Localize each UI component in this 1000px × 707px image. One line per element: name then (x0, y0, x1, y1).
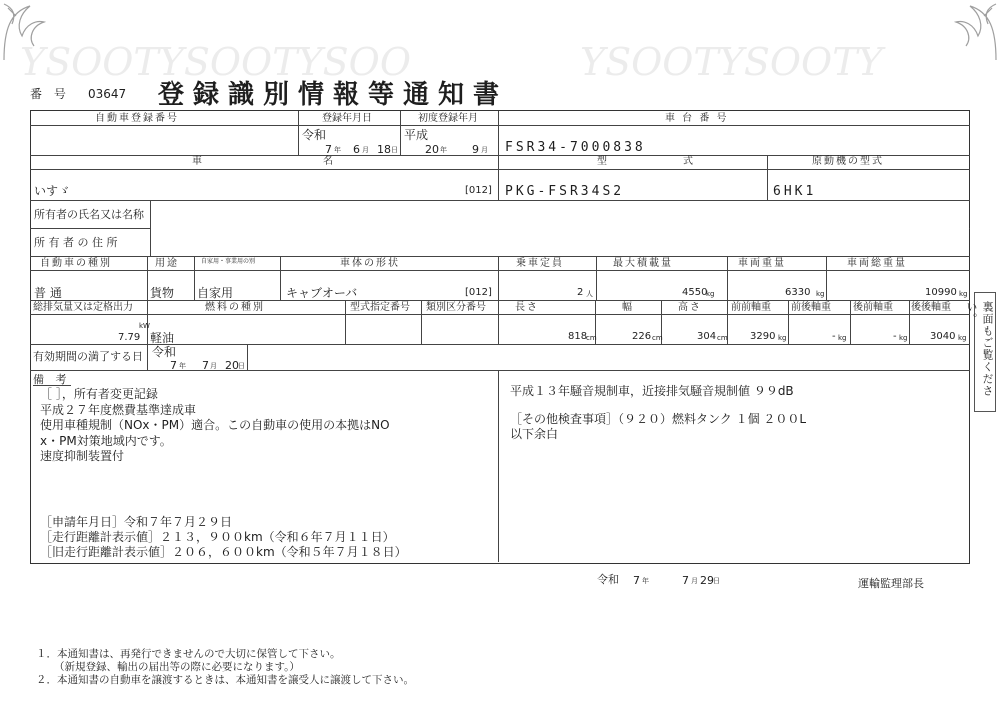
document-title: 登録識別情報等通知書 (158, 80, 509, 110)
kg-unit: kg (778, 334, 787, 342)
gross-value: 10990 (925, 287, 957, 298)
maker-code: [012] (465, 185, 492, 196)
issue-day: 29 (700, 574, 714, 587)
cm-unit: cm (717, 334, 728, 342)
number-label: 番 号 (30, 87, 70, 101)
remark-line: 以下余白 (510, 427, 559, 441)
model-type: PKG-FSR34S2 (505, 184, 625, 199)
name-label-a: 車 (192, 156, 204, 167)
side-note: 裏面もご覧ください。 (974, 292, 996, 412)
number-value: 03647 (88, 87, 127, 101)
remarks-left (40, 387, 390, 465)
rr-axle-value: 3040 (930, 331, 956, 342)
type-label-a: 型 (597, 156, 609, 167)
private-label: 自家用・事業用の別 (201, 258, 256, 265)
fuel-label: 燃料の種別 (205, 302, 265, 313)
first-reg-label: 初度登録年月 (418, 113, 478, 124)
rr-axle-label: 後後軸重 (911, 302, 951, 313)
ff-axle-label: 前前軸重 (731, 302, 771, 313)
maker-name: いすゞ (34, 184, 71, 198)
reg-number-label: 自動車登録番号 (95, 113, 179, 124)
fr-axle-label: 前後軸重 (791, 302, 831, 313)
type-label-b: 式 (683, 156, 695, 167)
owner-address-label: 所 有 者 の 住 所 (34, 236, 118, 249)
capacity-label: 乗車定員 (516, 258, 564, 269)
length-label: 長さ (515, 302, 539, 313)
gross-label: 車両総重量 (847, 258, 907, 269)
remarks-right (510, 382, 806, 442)
remark-line: ［その他検査事項］（９２０）燃料タンク １個 ２００L (510, 412, 807, 426)
expiry-month: 7 (202, 359, 209, 372)
reg-day: 18 (377, 143, 391, 156)
kg-unit: kg (959, 290, 968, 298)
rf-axle-value: - (893, 331, 897, 342)
background-pattern: YSOOTYSOOTY (580, 40, 883, 84)
reg-era: 令和 (302, 128, 327, 142)
corner-ornament-top-left (0, 0, 60, 70)
displacement-label: 総排気量又は定格出力 (33, 302, 133, 313)
type-designation-label: 型式指定番号 (350, 302, 410, 313)
displacement-value: 7.79 (118, 332, 141, 343)
owner-name-label: 所有者の氏名又は名称 (34, 208, 144, 221)
reg-date-label: 登録年月日 (322, 113, 372, 124)
expiry-label: 有効期間の満了する日 (33, 350, 143, 363)
name-label-b: 名 (323, 156, 335, 167)
odometer-line: ［走行距離計表示値］２１３，９００km（令和６年７月１１日） (40, 530, 395, 544)
first-year: 20 (425, 143, 439, 156)
ff-axle-value: 3290 (750, 331, 776, 342)
kg-unit: kg (838, 334, 847, 342)
remark-line: 平成２７年度燃費基準達成車 (40, 402, 197, 417)
remark-line: x・PM対策地域内です。 (40, 433, 172, 448)
body-label: 車体の形状 (340, 258, 400, 269)
height-value: 304 (697, 331, 717, 342)
engine-model: 6HK1 (773, 184, 817, 199)
remark-line: 速度抑制装置付 (40, 449, 125, 463)
remarks-label: 備 考 (33, 373, 71, 386)
capacity-unit: 人 (586, 290, 593, 298)
engine-label: 原動機の型式 (812, 156, 884, 167)
kg-unit: kg (958, 334, 967, 342)
issue-era: 令和 (597, 573, 619, 586)
private-use: 自家用 (197, 286, 234, 300)
redacted-owner-area (151, 201, 969, 255)
note-line: １．本通知書は、再発行できませんので大切に保管して下さい。 (36, 648, 341, 660)
old-odometer-line: ［旧走行距離計表示値］２０６，６００km（令和５年７月１８日） (40, 545, 407, 559)
kg-unit: kg (706, 290, 715, 298)
reg-month: 6 (353, 143, 360, 156)
weight-value: 6330 (785, 287, 811, 298)
note-line: （新規登録、輸出の届出等の際に必要になります。） (54, 661, 300, 673)
expiry-year: 7 (170, 359, 177, 372)
fuel-type: 軽油 (150, 331, 175, 345)
body-code: [012] (465, 287, 492, 298)
expiry-era: 令和 (152, 345, 177, 359)
first-era: 平成 (404, 128, 429, 142)
reg-year: 7 (325, 143, 332, 156)
cm-unit: cm (652, 334, 663, 342)
issuing-authority: 運輸監理部長 (858, 577, 924, 590)
max-load-value: 4550 (682, 287, 708, 298)
remarks-bottom (40, 515, 407, 560)
remark-line: 使用車種規制（NOx・PM）適合。この自動車の使用の本拠はNO (40, 418, 390, 432)
displacement-unit: kW (139, 322, 150, 330)
chassis-value: FSR34-7000838 (505, 140, 646, 155)
length-value: 818 (568, 331, 588, 342)
chassis-label: 車 台 番 号 (665, 113, 729, 124)
first-month: 9 (472, 143, 479, 156)
note-line: ２．本通知書の自動車を譲渡するときは、本通知書を譲受人に譲渡して下さい。 (36, 674, 414, 686)
category-label: 類別区分番号 (426, 302, 486, 313)
background-pattern: YSOOTYSOOTYSOO (20, 40, 411, 84)
use-label: 用途 (155, 258, 179, 269)
cm-unit: cm (586, 334, 597, 342)
vehicle-use: 貨物 (150, 286, 175, 300)
width-label: 幅 (622, 302, 634, 313)
kg-unit: kg (816, 290, 825, 298)
remark-line: 平成１３年騒音規制車，近接排気騒音規制値 ９９dB (510, 384, 794, 398)
weight-label: 車両重量 (738, 258, 786, 269)
rf-axle-label: 後前軸重 (853, 302, 893, 313)
issue-year: 7 (633, 574, 640, 587)
kg-unit: kg (899, 334, 908, 342)
capacity-value: 2 (577, 287, 584, 298)
expiry-day: 20 (225, 359, 239, 372)
fr-axle-value: - (832, 331, 836, 342)
issue-month: 7 (682, 574, 689, 587)
remark-line: ［ ］，所有者変更記録 (40, 387, 158, 401)
height-label: 高さ (678, 302, 702, 313)
vehicle-kind: 普 通 (34, 286, 62, 300)
kind-label: 自動車の種別 (40, 258, 112, 269)
width-value: 226 (632, 331, 652, 342)
application-date-line: ［申請年月日］令和７年７月２９日 (40, 515, 233, 529)
max-load-label: 最大積載量 (613, 258, 673, 269)
body-shape: キャブオーバ (286, 286, 358, 300)
footer-notes (36, 648, 414, 687)
corner-ornament-top-right (940, 0, 1000, 70)
